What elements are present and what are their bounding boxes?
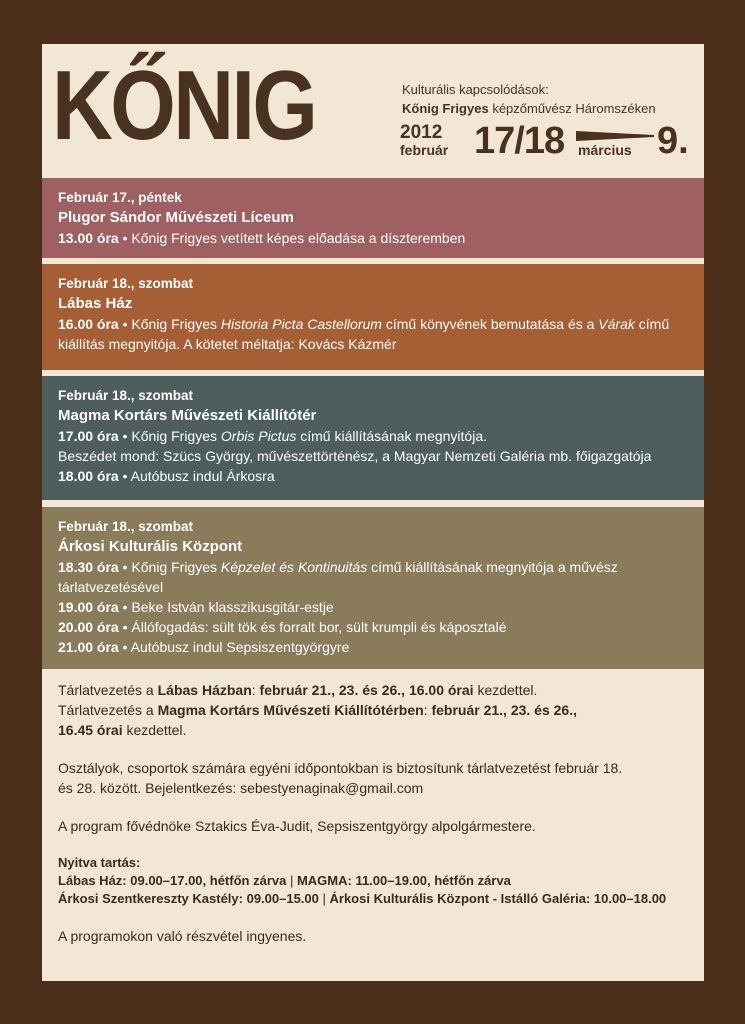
date-bar — [400, 122, 700, 162]
event-text: Autóbusz indul Árkosra — [130, 468, 275, 484]
tour-venue: Lábas Házban — [157, 682, 252, 698]
event-time: 18.30 óra — [58, 559, 119, 575]
brand-title: KŐNIG — [52, 50, 316, 160]
event-text: című kiállításának megnyitója. — [296, 428, 487, 444]
hours-entry: Lábas Ház: 09.00–17.00, hétfőn zárva — [58, 873, 287, 888]
exhibition-title: Orbis Pictus — [220, 428, 297, 444]
event-band-4 — [42, 507, 704, 669]
subtitle-line-2 — [402, 101, 656, 116]
event-line — [58, 228, 688, 248]
event-line — [58, 597, 688, 617]
event-line — [58, 466, 688, 486]
bullet: • — [122, 468, 128, 484]
event-text: Autóbusz indul Sepsiszentgyörgyre — [130, 639, 350, 655]
event-date: Február 18., szombat — [58, 519, 194, 534]
groups-line-1: Osztályok, csoportok számára egyéni időpontokban is biztosítunk tárlatvezetést február 18. — [58, 760, 623, 776]
event-date: Február 18., szombat — [58, 276, 194, 291]
subtitle-name: Kőnig Frigyes — [402, 101, 489, 116]
event-time: 18.00 óra — [58, 468, 119, 484]
bullet: • — [122, 639, 128, 655]
subtitle-line-1: Kulturális kapcsolódások: — [402, 82, 549, 97]
event-text: Kőnig Frigyes — [131, 559, 221, 575]
bullet: • — [122, 619, 128, 635]
separator: | — [286, 873, 297, 888]
bullet: • — [122, 428, 128, 444]
tour-line-2 — [58, 700, 698, 720]
subtitle-rest: képzőművész Háromszéken — [492, 101, 656, 116]
month-end: március — [578, 142, 632, 158]
event-time: 20.00 óra — [58, 619, 119, 635]
event-time: 13.00 óra — [58, 230, 119, 246]
event-line: Beszédet mond: Szücs György, művészettörténész, a Magyar Nemzeti Galéria mb. főigazgatója — [58, 448, 652, 464]
tour-text: : — [423, 702, 432, 718]
hours-entry: Árkosi Kulturális Központ - Istálló Galéria: 10.00–18.00 — [329, 891, 667, 906]
event-line — [58, 426, 688, 446]
hours-line-1 — [58, 872, 698, 890]
bullet: • — [122, 316, 128, 332]
tour-line-1 — [58, 680, 698, 700]
event-line — [58, 557, 688, 597]
opening-hours — [58, 854, 698, 908]
tour-line-3 — [58, 720, 698, 740]
event-text: című könyvének bemutatása és a — [381, 316, 599, 332]
event-line — [58, 617, 688, 637]
hours-title: Nyitva tartás: — [58, 855, 141, 870]
event-text: Beke István klasszikusgitár-estje — [131, 599, 334, 615]
hours-line-2 — [58, 890, 698, 908]
event-time: 17.00 óra — [58, 428, 119, 444]
tour-text: kezdettel. — [473, 682, 538, 698]
exhibition-title: Képzelet és Kontinuitás — [220, 559, 368, 575]
event-time: 16.00 óra — [58, 316, 119, 332]
event-venue: Lábas Ház — [58, 295, 133, 312]
event-date: Február 18., szombat — [58, 388, 194, 403]
tour-text: : — [251, 682, 260, 698]
event-band-3 — [42, 376, 704, 500]
book-title: Historia Picta Castellorum — [220, 316, 382, 332]
event-band-2 — [42, 264, 704, 370]
day-end: 9. — [657, 120, 689, 162]
exhibition-title: Várak — [598, 316, 635, 332]
tour-text: Tárlatvezetés a — [58, 702, 158, 718]
patron-line: A program fővédnöke Sztakics Éva-Judit, Sepsiszentgyörgy alpolgármestere. — [58, 818, 536, 834]
tour-dates: február 21., 23. és 26., 16.00 órai — [259, 682, 474, 698]
event-venue: Plugor Sándor Művészeti Líceum — [58, 209, 294, 226]
event-venue: Árkosi Kulturális Központ — [58, 538, 243, 555]
event-text: című kiállításának megnyitója a művész tárlatvezetésével — [58, 559, 618, 595]
tour-venue: Magma Kortárs Művészeti Kiállítótérben — [157, 702, 424, 718]
bullet: • — [122, 599, 128, 615]
event-band-1 — [42, 178, 704, 258]
tour-dates: február 21., 23. és 26., — [431, 702, 577, 718]
header — [42, 44, 704, 172]
hours-entry: Árkosi Szentkereszty Kastély: 09.00–15.00 — [58, 891, 319, 906]
year: 2012 — [400, 122, 443, 143]
event-text: című kiállítás megnyitója. A kötetet méltatja: Kovács Kázmér — [58, 316, 670, 352]
event-text: Kőnig Frigyes — [131, 428, 221, 444]
groups-line-2: és 28. között. Bejelentkezés: sebestyenaginak@gmail.com — [58, 780, 424, 796]
separator: | — [318, 891, 330, 906]
bullet: • — [122, 559, 128, 575]
hours-entry: MAGMA: 11.00–19.00, hétfőn zárva — [296, 873, 511, 888]
event-time: 21.00 óra — [58, 639, 119, 655]
event-text: Kőnig Frigyes — [131, 316, 221, 332]
event-text: Állófogadás: sült tök és forralt bor, sült krumpli és káposztalé — [131, 619, 507, 635]
free-entry-line: A programokon való részvétel ingyenes. — [58, 928, 307, 944]
month-start: február — [400, 142, 449, 158]
tour-text: kezdettel. — [122, 722, 187, 738]
bullet: • — [122, 230, 128, 246]
event-venue: Magma Kortárs Művészeti Kiállítótér — [58, 407, 317, 424]
event-line — [58, 314, 688, 354]
days: 17/18 — [474, 120, 565, 162]
arrow-wedge-icon — [576, 131, 654, 141]
event-date: Február 17., péntek — [58, 190, 182, 205]
tour-text: Tárlatvezetés a — [58, 682, 158, 698]
poster — [42, 44, 704, 981]
event-text: Kőnig Frigyes vetített képes előadása a díszteremben — [131, 230, 466, 246]
info-section — [58, 680, 698, 946]
tour-time: 16.45 órai — [58, 722, 123, 738]
event-line — [58, 637, 688, 657]
event-time: 19.00 óra — [58, 599, 119, 615]
